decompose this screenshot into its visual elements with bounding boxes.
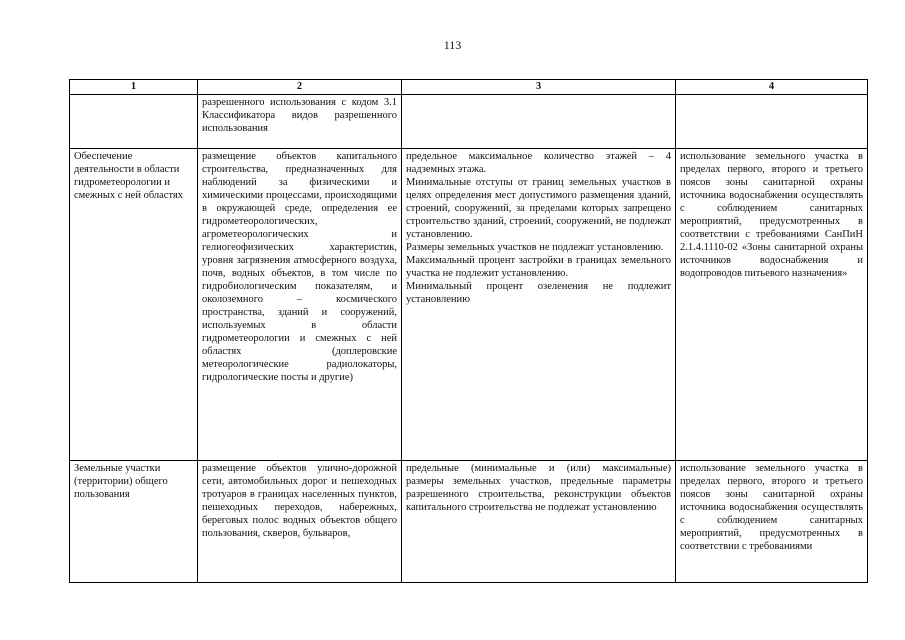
paragraph: размещение объектов улично-дорожной сети, автомобильных дорог и пешеходных тротуаров в границах населенных пунктов, пешеходных переходов, набережных, береговых полос водных объектов общего пользования, скверов, бульваров, xyxy=(202,463,397,539)
table-row xyxy=(70,95,868,149)
paragraph: Минимальный процент озеленения не подлежит установлению xyxy=(406,281,671,305)
zoning-regulations-table xyxy=(69,79,868,583)
cell-parameters xyxy=(402,149,676,461)
page-number: 113 xyxy=(443,38,462,52)
table-row xyxy=(70,461,868,583)
paragraph: размещение объектов капитального строительства, предназначенных для наблюдений за физическими и химическими процессами, происходящими в окружающей среде, определения ее гидрометеорологических, агрометеорологических и гелиогеофизических характеристик, уровня загрязнения атмосферного воздуха, почв, водных объектов, в том числе по гидробиологическим показателям, и околоземного – космического пространства, зданий и сооружений, используемых в области гидрометеорологии и смежных с ней областях (доплеровские метеорологические радиолокаторы, гидрологические посты и другие) xyxy=(202,151,397,383)
column-header-3: 3 xyxy=(402,80,676,95)
paragraph: Максимальный процент застройки в границах земельного участка не подлежит установлению. xyxy=(406,255,671,279)
paragraph: предельное максимальное количество этажей – 4 надземных этажа. xyxy=(406,151,671,175)
cell-restrictions xyxy=(676,95,868,149)
cell-use-type xyxy=(70,149,198,461)
paragraph: предельные (минимальные и (или) максимальные) размеры земельных участков, предельные параметры разрешенного строительства, реконструкции объектов капитального строительства не подлежат установлению xyxy=(406,463,671,513)
cell-use-description xyxy=(198,95,402,149)
table-row xyxy=(70,149,868,461)
paragraph: разрешенного использования с кодом 3.1 Классификатора видов разрешенного использования xyxy=(202,97,397,134)
paragraph: использование земельного участка в пределах первого, второго и третьего поясов зоны санитарной охраны источника водоснабжения осуществлять с соблюдением санитарных мероприятий, предусмотренных в соответствии с требованиями xyxy=(680,463,863,552)
cell-parameters xyxy=(402,461,676,583)
cell-use-description xyxy=(198,461,402,583)
table-header-row xyxy=(70,80,868,95)
paragraph: Обеспечение деятельности в области гидрометеорологии и смежных с ней областях xyxy=(74,151,183,201)
column-header-2: 2 xyxy=(198,80,402,95)
cell-use-type xyxy=(70,461,198,583)
column-header-1: 1 xyxy=(70,80,198,95)
paragraph: использование земельного участка в пределах первого, второго и третьего поясов зоны санитарной охраны источника водоснабжения осуществлять с соблюдением санитарных мероприятий, предусмотренных в соответствии с требованиями СанПиН 2.1.4.1110-02 «Зоны санитарной охраны источников водоснабжения и водопроводов питьевого назначения» xyxy=(680,151,863,279)
cell-use-description xyxy=(198,149,402,461)
column-header-4: 4 xyxy=(676,80,868,95)
cell-restrictions xyxy=(676,461,868,583)
paragraph: Земельные участки (территории) общего пользования xyxy=(74,463,168,500)
cell-restrictions xyxy=(676,149,868,461)
cell-parameters xyxy=(402,95,676,149)
cell-use-type xyxy=(70,95,198,149)
paragraph: Минимальные отступы от границ земельных участков в целях определения мест допустимого размещения зданий, строений, сооружений, за пределами которых запрещено строительство зданий, строений, сооружений, не подлежат установлению. xyxy=(406,177,671,240)
paragraph: Размеры земельных участков не подлежат установлению. xyxy=(406,242,664,253)
